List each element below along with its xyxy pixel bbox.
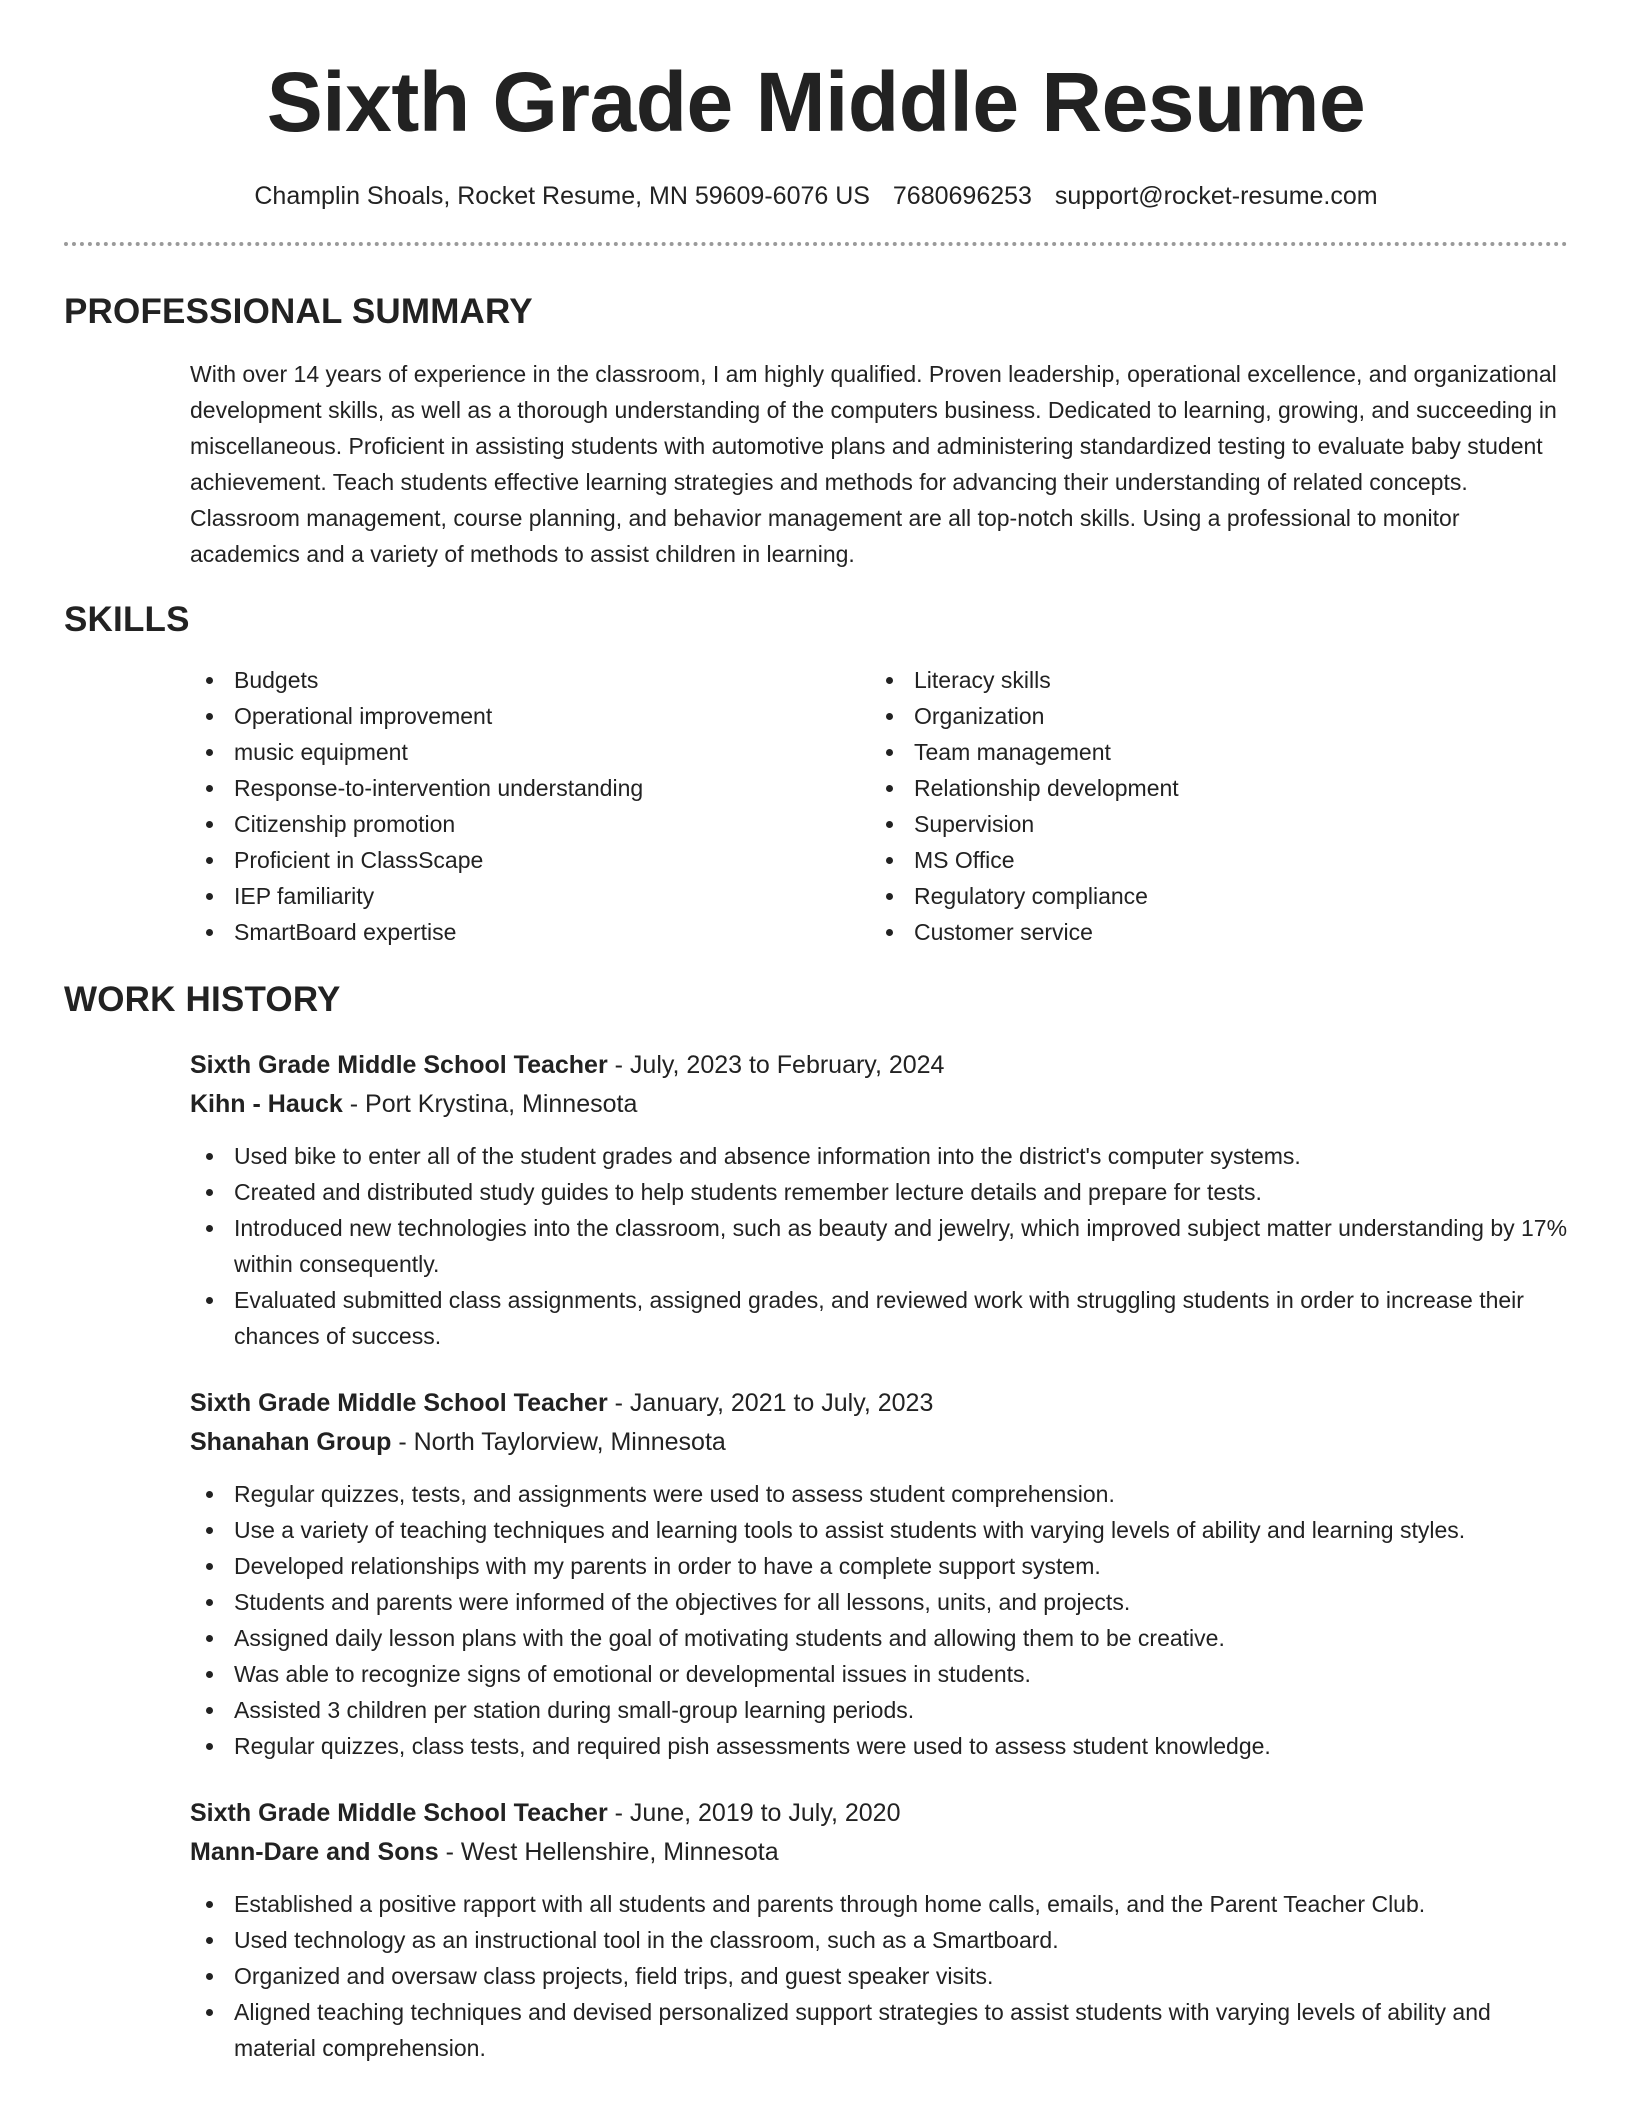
skill-item: Team management (870, 734, 1550, 770)
skill-item: Citizenship promotion (190, 806, 870, 842)
job-location: - Port Krystina, Minnesota (342, 1090, 638, 1118)
resume-name: Sixth Grade Middle Resume (266, 55, 1366, 149)
job-bullets (190, 1138, 1568, 1354)
job-role-line (190, 1384, 1568, 1423)
job-dates: - July, 2023 to February, 2024 (607, 1051, 945, 1079)
summary-text: With over 14 years of experience in the classroom, I am highly qualified. Proven leadership, operational excellence, and organizational development skills, as well as a thorough understanding of the computers business. Dedicated to learning, growing, and succeeding in miscellaneous. Proficient in assisting students with automotive plans and administering standardized testing to evaluate baby student achievement. Teach students effective learning strategies and methods for advancing their understanding of related concepts. Classroom management, course planning, and behavior management are all top-notch skills. Using a professional to monitor academics and a variety of methods to assist children in learning. (190, 361, 1557, 567)
skills-columns (190, 662, 1568, 950)
job-bullet: Created and distributed study guides to help students remember lecture details and prepare for tests. (190, 1174, 1568, 1210)
job-role: Sixth Grade Middle School Teacher (190, 1389, 608, 1417)
skill-item: Organization (870, 698, 1550, 734)
job-role-line (190, 1046, 1568, 1085)
skills-list-right (870, 662, 1550, 950)
skill-item: Supervision (870, 806, 1550, 842)
job-bullets (190, 1886, 1568, 2066)
skill-item: MS Office (870, 842, 1550, 878)
summary-heading: PROFESSIONAL SUMMARY (64, 292, 533, 331)
job-bullet: Developed relationships with my parents in order to have a complete support system. (190, 1548, 1568, 1584)
job-dates: - January, 2021 to July, 2023 (607, 1389, 934, 1417)
skill-item: Customer service (870, 914, 1550, 950)
job-company: Kihn - Hauck (190, 1090, 343, 1118)
job-bullet: Established a positive rapport with all students and parents through home calls, emails, and the Parent Teacher Club. (190, 1886, 1568, 1922)
job-entry (190, 1384, 1568, 1764)
job-role-line (190, 1794, 1568, 1833)
contact-phone: 7680696253 (892, 182, 1032, 210)
skill-item: Response-to-intervention understanding (190, 770, 870, 806)
skill-item: Proficient in ClassScape (190, 842, 870, 878)
skill-item: Literacy skills (870, 662, 1550, 698)
skill-item: music equipment (190, 734, 870, 770)
job-location: - West Hellenshire, Minnesota (438, 1838, 779, 1866)
skill-item: Regulatory compliance (870, 878, 1550, 914)
job-role: Sixth Grade Middle School Teacher (190, 1799, 608, 1827)
skill-item: Relationship development (870, 770, 1550, 806)
job-bullet: Assigned daily lesson plans with the goal of motivating students and allowing them to be creative. (190, 1620, 1568, 1656)
work-history-heading: WORK HISTORY (64, 980, 341, 1019)
skill-item: Budgets (190, 662, 870, 698)
job-entry (190, 1046, 1568, 1354)
job-bullet: Assisted 3 children per station during small-group learning periods. (190, 1692, 1568, 1728)
contact-email: support@rocket-resume.com (1054, 182, 1378, 210)
job-company: Shanahan Group (190, 1428, 392, 1456)
job-bullet: Evaluated submitted class assignments, assigned grades, and reviewed work with struggling students in order to increase their chances of success. (190, 1282, 1568, 1354)
job-bullet: Aligned teaching techniques and devised personalized support strategies to assist students with varying levels of ability and material comprehension. (190, 1994, 1568, 2066)
resume-page (64, 0, 1568, 2066)
job-role: Sixth Grade Middle School Teacher (190, 1051, 608, 1079)
job-bullet: Was able to recognize signs of emotional or developmental issues in students. (190, 1656, 1568, 1692)
job-bullet: Students and parents were informed of the objectives for all lessons, units, and projects. (190, 1584, 1568, 1620)
job-company-line (190, 1833, 1568, 1872)
job-bullet: Regular quizzes, class tests, and required pish assessments were used to assess student knowledge. (190, 1728, 1568, 1764)
job-bullet: Use a variety of teaching techniques and learning tools to assist students with varying levels of ability and learning styles. (190, 1512, 1568, 1548)
skills-list-left (190, 662, 870, 950)
job-bullet: Used technology as an instructional tool in the classroom, such as a Smartboard. (190, 1922, 1568, 1958)
contact-line (64, 178, 1568, 214)
header-divider (64, 242, 1568, 246)
job-bullet: Used bike to enter all of the student grades and absence information into the district's computer systems. (190, 1138, 1568, 1174)
job-dates: - June, 2019 to July, 2020 (607, 1799, 901, 1827)
contact-address: Champlin Shoals, Rocket Resume, MN 59609-6076 US (254, 182, 870, 210)
job-location: - North Taylorview, Minnesota (391, 1428, 726, 1456)
skills-heading: SKILLS (64, 600, 190, 639)
job-bullet: Regular quizzes, tests, and assignments were used to assess student comprehension. (190, 1476, 1568, 1512)
job-company-line (190, 1085, 1568, 1124)
skill-item: SmartBoard expertise (190, 914, 870, 950)
job-company-line (190, 1423, 1568, 1462)
job-entry (190, 1794, 1568, 2066)
job-bullets (190, 1476, 1568, 1764)
skill-item: Operational improvement (190, 698, 870, 734)
skill-item: IEP familiarity (190, 878, 870, 914)
job-company: Mann-Dare and Sons (190, 1838, 439, 1866)
job-bullet: Introduced new technologies into the classroom, such as beauty and jewelry, which improved subject matter understanding by 17% within consequently. (190, 1210, 1568, 1282)
job-bullet: Organized and oversaw class projects, field trips, and guest speaker visits. (190, 1958, 1568, 1994)
